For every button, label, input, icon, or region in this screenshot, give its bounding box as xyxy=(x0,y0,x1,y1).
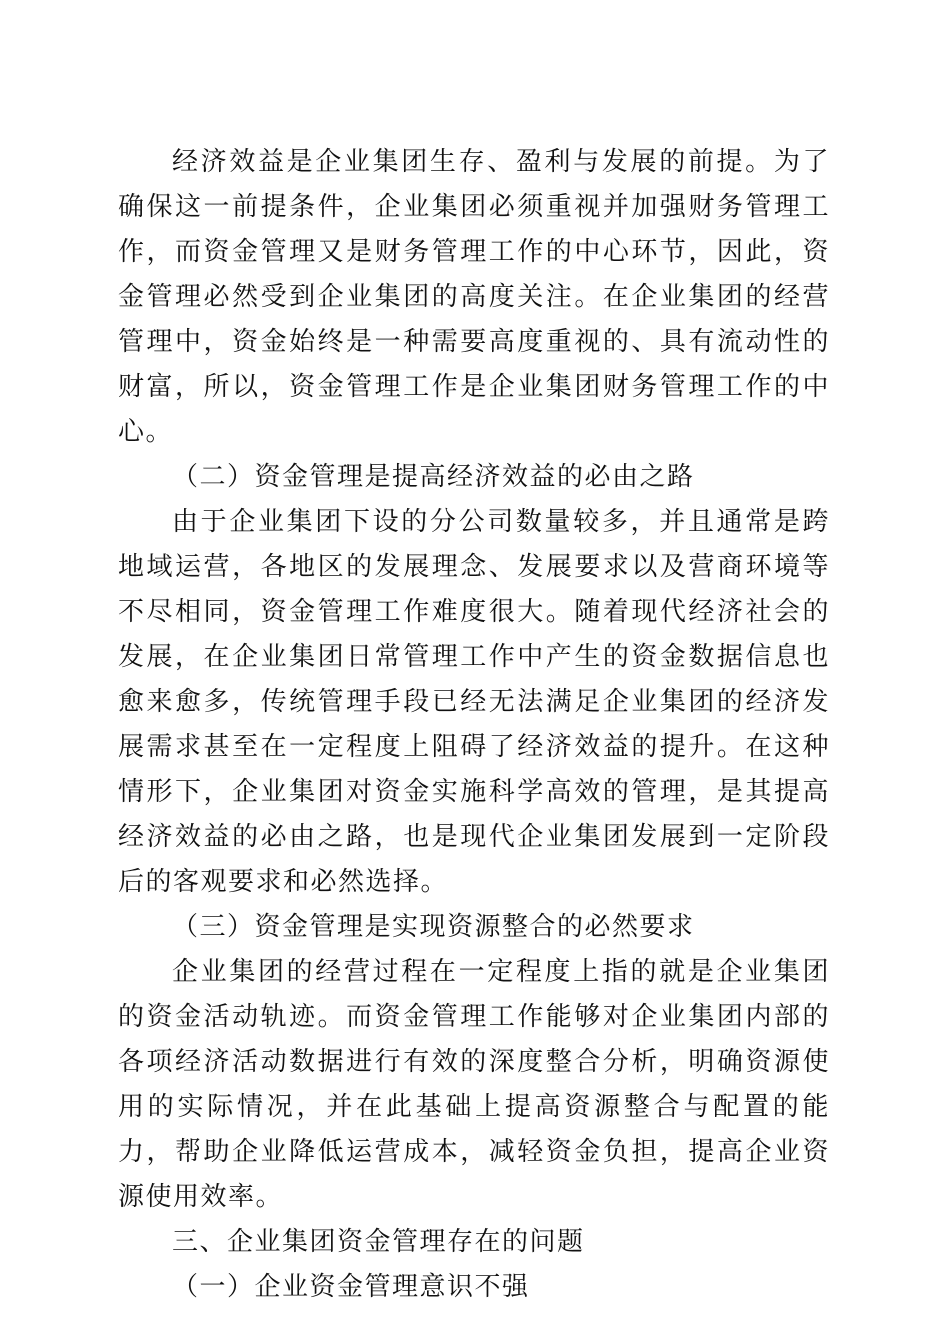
subheading-1: （一）企业资金管理意识不强 xyxy=(172,1272,530,1302)
section-heading-3: 三、企业集团资金管理存在的问题 xyxy=(172,1227,585,1257)
paragraph-multi-branch: 由于企业集团下设的分公司数量较多，并且通常是跨地域运营，各地区的发展理念、发展要求以及营商环境等不尽相同，资金管理工作难度很大。随着现代经济社会的发展，在企业集团日常管理工作中产生的资金数据信息也愈来愈多，传统管理手段已经无法满足企业集团的经济发展需求甚至在一定程度上阻碍了经济效益的提升。在这种情形下，企业集团对资金实施科学高效的管理，是其提高经济效益的必由之路，也是现代企业集团发展到一定阶段后的客观要求和必然选择。 xyxy=(118,507,830,897)
document-body xyxy=(118,140,830,1310)
subheading-2: （二）资金管理是提高经济效益的必由之路 xyxy=(172,462,695,492)
paragraph-resource-integration: 企业集团的经营过程在一定程度上指的就是企业集团的资金活动轨迹。而资金管理工作能够对企业集团内部的各项经济活动数据进行有效的深度整合分析，明确资源使用的实际情况，并在此基础上提高资源整合与配置的能力，帮助企业降低运营成本，减轻资金负担，提高企业资源使用效率。 xyxy=(118,957,830,1212)
subheading-3: （三）资金管理是实现资源整合的必然要求 xyxy=(172,912,695,942)
paragraph-economic-benefit: 经济效益是企业集团生存、盈利与发展的前提。为了确保这一前提条件，企业集团必须重视并加强财务管理工作，而资金管理又是财务管理工作的中心环节，因此，资金管理必然受到企业集团的高度关注。在企业集团的经营管理中，资金始终是一种需要高度重视的、具有流动性的财富，所以，资金管理工作是企业集团财务管理工作的中心。 xyxy=(118,147,830,447)
